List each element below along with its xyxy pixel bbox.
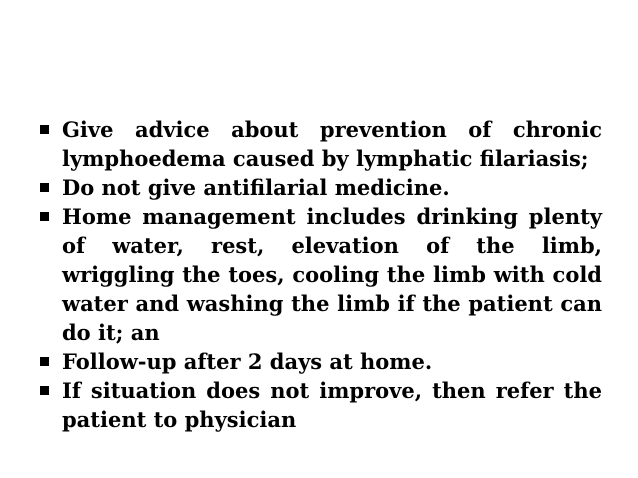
square-bullet-icon xyxy=(40,183,49,192)
bullet-item-refer-physician xyxy=(36,376,602,434)
square-bullet-icon xyxy=(40,357,49,366)
bullet-text: Give advice about prevention of chronic lymphoedema caused by lymphatic filariasis; xyxy=(62,117,602,171)
bullet-item-no-antifilarial xyxy=(36,173,602,202)
bullet-text: Follow-up after 2 days at home. xyxy=(62,349,433,374)
square-bullet-icon xyxy=(40,125,49,134)
bullet-list xyxy=(36,115,602,434)
bullet-text: Home management includes drinking plenty of water, rest, elevation of the limb, wriggling the toes, cooling the limb with cold water and washing the limb if the patient can do it; an xyxy=(62,204,602,345)
bullet-text: Do not give antifilarial medicine. xyxy=(62,175,450,200)
square-bullet-icon xyxy=(40,386,49,395)
bullet-item-prevention-advice xyxy=(36,115,602,173)
bullet-text: If situation does not improve, then refer the patient to physician xyxy=(62,378,602,432)
bullet-item-home-management xyxy=(36,202,602,347)
bullet-item-follow-up xyxy=(36,347,602,376)
square-bullet-icon xyxy=(40,212,49,221)
